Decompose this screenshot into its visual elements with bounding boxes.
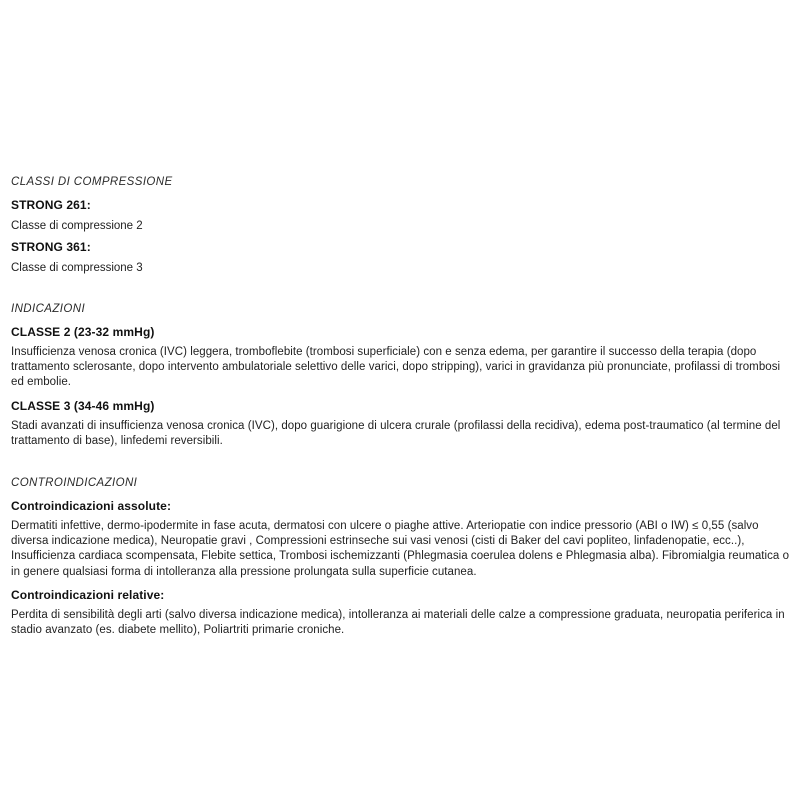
contraindication-entry	[11, 588, 791, 638]
section-indications	[11, 303, 791, 449]
strong-361-value: Classe di compressione 3	[11, 262, 143, 274]
compression-class-item	[11, 240, 791, 275]
classe-3-heading: CLASSE 3 (34-46 mmHg)	[11, 398, 155, 413]
relative-contraindications-heading: Controindicazioni relative:	[11, 587, 165, 602]
contraindications-title: CONTROINDICAZIONI	[11, 477, 138, 490]
strong-361-label: STRONG 361:	[11, 240, 91, 254]
strong-261-value: Classe di compressione 2	[11, 220, 143, 232]
indication-entry	[11, 399, 791, 449]
classe-3-body: Stadi avanzati di insufficienza venosa cronica (IVC), dopo guarigione di ulcera crurale (profilassi della recidiva), edema post-traumatico (al termine del trattamento di base), linfedemi reversibili.	[11, 419, 781, 447]
section-contraindications	[11, 477, 791, 638]
strong-261-label: STRONG 261:	[11, 198, 91, 212]
absolute-contraindications-heading: Controindicazioni assolute:	[11, 499, 172, 514]
classe-2-body: Insufficienza venosa cronica (IVC) leggera, tromboflebite (trombosi superficiale) con e senza edema, per garantire il successo della terapia (dopo trattamento sclerosante, dopo intervento ambulatoriale selettivo delle varici, dopo stripping), varici in gravidanza più pronunciate, profilassi di trombosi ed embolie.	[11, 346, 781, 389]
absolute-contraindications-body: Dermatiti infettive, dermo-ipodermite in fase acuta, dermatosi con ulcere o piaghe attive. Arteriopatie con indice pressorio (ABI o IW) ≤ 0,55 (salvo diversa indicazione medica), Neuropatie gravi , Compressioni estrinseche sui vasi venosi (cisti di Baker del cavi popliteo, linfadenopatie, ecc..), Insufficienza cardiaca scompensata, Flebite settica, Trombosi ischemizzanti (Phlegmasia coerulea dolens e Phlegmasia alba). Fibromialgia reumatica o in genere qualsiasi forma di intolleranza alla pressione prolungata sulla superficie cutanea.	[11, 520, 790, 578]
contraindication-entry	[11, 499, 791, 580]
compression-classes-title: CLASSI DI COMPRESSIONE	[11, 176, 173, 188]
relative-contraindications-body: Perdita di sensibilità degli arti (salvo diversa indicazione medica), intolleranza ai materiali delle calze a compressione graduata, neuropatia periferica in stadio avanzato (es. diabete mellito), Poliartriti primarie croniche.	[11, 608, 785, 637]
document-content	[11, 176, 791, 646]
section-compression-classes	[11, 176, 791, 275]
indication-entry	[11, 325, 791, 391]
indications-title: INDICAZIONI	[11, 303, 86, 315]
classe-2-heading: CLASSE 2 (23-32 mmHg)	[11, 325, 155, 339]
compression-class-item	[11, 198, 791, 233]
